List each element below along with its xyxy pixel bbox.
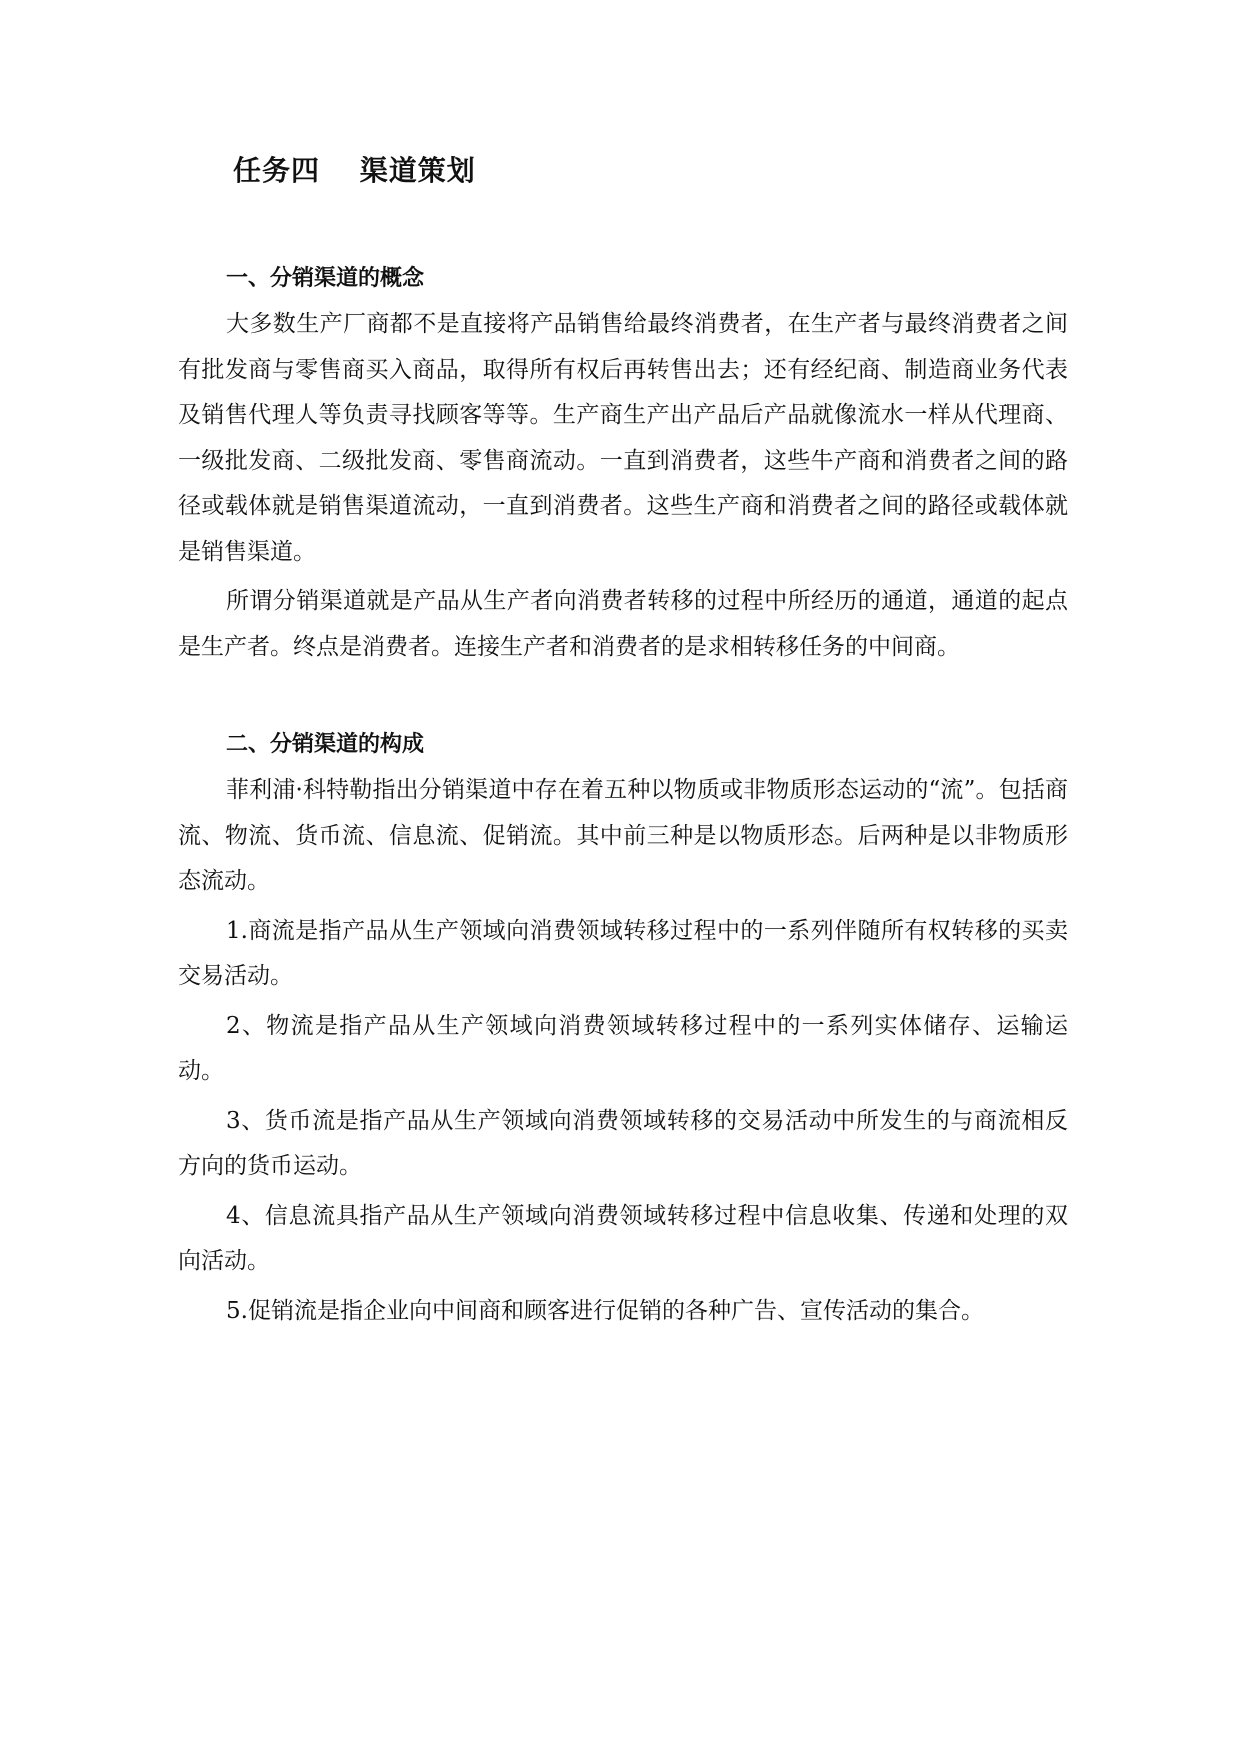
section-channel-concept — [178, 256, 1068, 670]
document-body — [178, 256, 1068, 1338]
section-channel-structure — [178, 722, 1068, 1334]
section-heading: 二、分销渠道的构成 — [226, 732, 425, 757]
paragraph: 大多数生产厂商都不是直接将产品销售给最终消费者，在生产者与最终消费者之间有批发商与零售商买入商品，取得所有权后再转售出去；还有经纪商、制造商业务代表及销售代理人等负责寻找顾客等等。生产商生产出产品后产品就像流水一样从代理商、一级批发商、二级批发商、零售商流动。一直到消费者，这些牛产商和消费者之间的路径或载体就是销售渠道流动，一直到消费者。这些生产商和消费者之间的路径或载体就是销售渠道。 — [178, 311, 1068, 565]
list-item: 2、物流是指产品从生产领域向消费领域转移过程中的一系列实体储存、运输运动。 — [178, 1012, 1068, 1084]
list-item: 3、货币流是指产品从生产领域向消费领域转移的交易活动中所发生的与商流相反方向的货币运动。 — [178, 1107, 1068, 1179]
paragraph: 菲利浦·科特勒指出分销渠道中存在着五种以物质或非物质形态运动的“流”。包括商流、物流、货币流、信息流、促销流。其中前三种是以物质形态。后两种是以非物质形态流动。 — [178, 777, 1068, 894]
list-item: 5.促销流是指企业向中间商和顾客进行促销的各种广告、宣传活动的集合。 — [226, 1297, 984, 1324]
page-title: 任务四 渠道策划 — [233, 154, 476, 187]
section-spacer — [178, 674, 1068, 722]
section-heading: 一、分销渠道的概念 — [226, 266, 425, 291]
list-item: 4、信息流具指产品从生产领域向消费领域转移过程中信息收集、传递和处理的双向活动。 — [178, 1202, 1068, 1274]
paragraph: 所谓分销渠道就是产品从生产者向消费者转移的过程中所经历的通道，通道的起点是生产者。终点是消费者。连接生产者和消费者的是求相转移任务的中间商。 — [178, 588, 1068, 660]
list-item: 1.商流是指产品从生产领域向消费领域转移过程中的一系列伴随所有权转移的买卖交易活动。 — [178, 917, 1068, 989]
